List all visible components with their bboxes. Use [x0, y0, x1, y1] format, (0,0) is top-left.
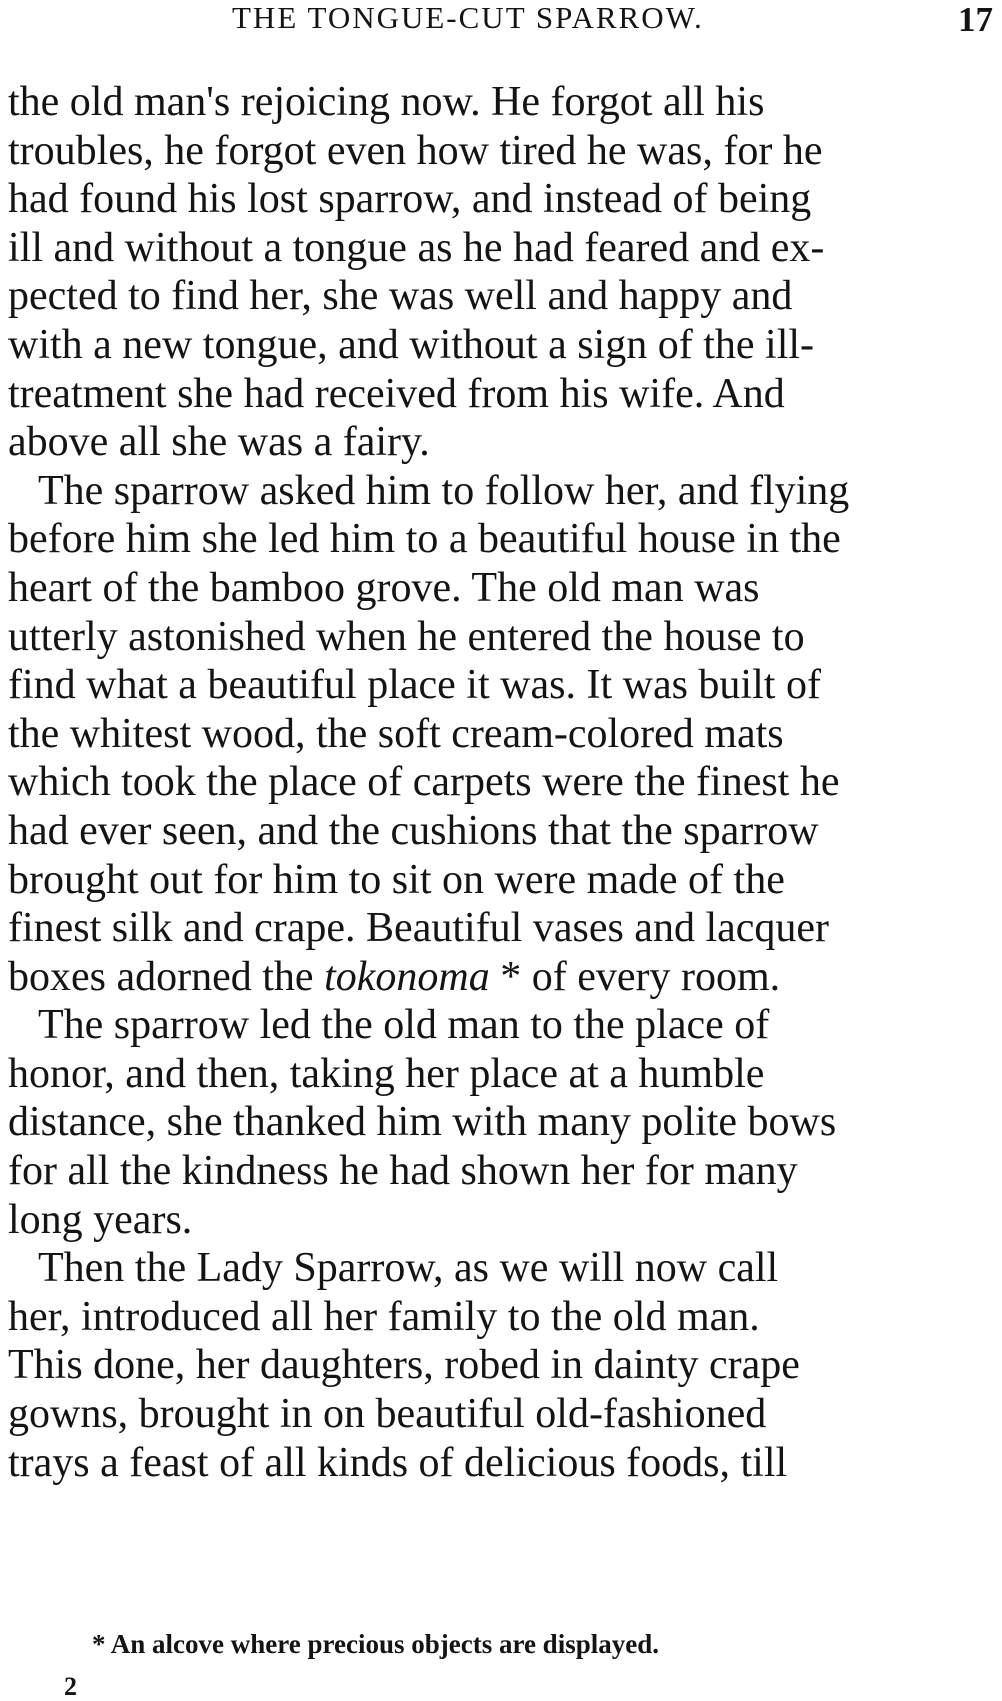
text-line: pected to find her, she was well and happy and: [8, 273, 793, 320]
text-line: brought out for him to sit on were made of the: [8, 856, 785, 903]
text-line: The sparrow led the old man to the place of: [38, 1002, 770, 1049]
text-line: honor, and then, taking her place at a humble: [8, 1050, 765, 1097]
text-line: before him she led him to a beautiful house in the: [8, 516, 841, 563]
signature-mark: 2: [64, 1672, 77, 1701]
paragraph-2: [8, 467, 1002, 1002]
text-line: with a new tongue, and without a sign of the ill-: [8, 321, 815, 368]
italic-term: tokonoma: [324, 953, 490, 1000]
paragraph-1: [8, 78, 1002, 467]
text-line: utterly astonished when he entered the house to: [8, 613, 805, 660]
text-line: heart of the bamboo grove. The old man was: [8, 564, 760, 611]
page-number: 17: [958, 0, 993, 39]
text-line: finest silk and crape. Beautiful vases and lacquer: [8, 905, 830, 952]
text-line: the whitest wood, the soft cream-colored mats: [8, 710, 784, 757]
running-head-title: THE TONGUE-CUT SPARROW.: [232, 0, 704, 35]
text-line: find what a beautiful place it was. It was built of: [8, 662, 821, 709]
text-line: above all she was a fairy.: [8, 419, 430, 466]
paragraph-4: [8, 1244, 1002, 1487]
text-line: had ever seen, and the cushions that the sparrow: [8, 807, 819, 854]
text-line: Then the Lady Sparrow, as we will now call: [38, 1245, 779, 1292]
text-line: for all the kindness he had shown her for many: [8, 1148, 798, 1195]
text-line: This done, her daughters, robed in dainty crape: [8, 1342, 800, 1389]
text-line: the old man's rejoicing now. He forgot all his: [8, 79, 765, 125]
text-line: long years.: [8, 1196, 193, 1243]
text-line: [8, 953, 1002, 1002]
text-line: which took the place of carpets were the finest he: [8, 759, 840, 806]
text-line: treatment she had received from his wife. And: [8, 370, 785, 417]
text-segment: * of every room.: [489, 953, 781, 1000]
text-line: The sparrow asked him to follow her, and flying: [38, 467, 850, 514]
text-line: gowns, brought in on beautiful old-fashioned: [8, 1391, 767, 1438]
text-line: had found his lost sparrow, and instead of being: [8, 176, 812, 223]
text-line: troubles, he forgot even how tired he was, for he: [8, 127, 823, 174]
running-head: [0, 0, 1002, 60]
text-line: ill and without a tongue as he had feared and ex-: [8, 224, 825, 271]
text-line: distance, she thanked him with many polite bows: [8, 1099, 837, 1146]
text-segment: boxes adorned the: [8, 953, 325, 1000]
footnote: * An alcove where precious objects are displayed.: [92, 1629, 659, 1659]
body-text: [8, 78, 1002, 1487]
text-line: trays a feast of all kinds of delicious foods, till: [8, 1439, 788, 1486]
text-line: her, introduced all her family to the old man.: [8, 1293, 760, 1340]
paragraph-3: [8, 1001, 1002, 1244]
